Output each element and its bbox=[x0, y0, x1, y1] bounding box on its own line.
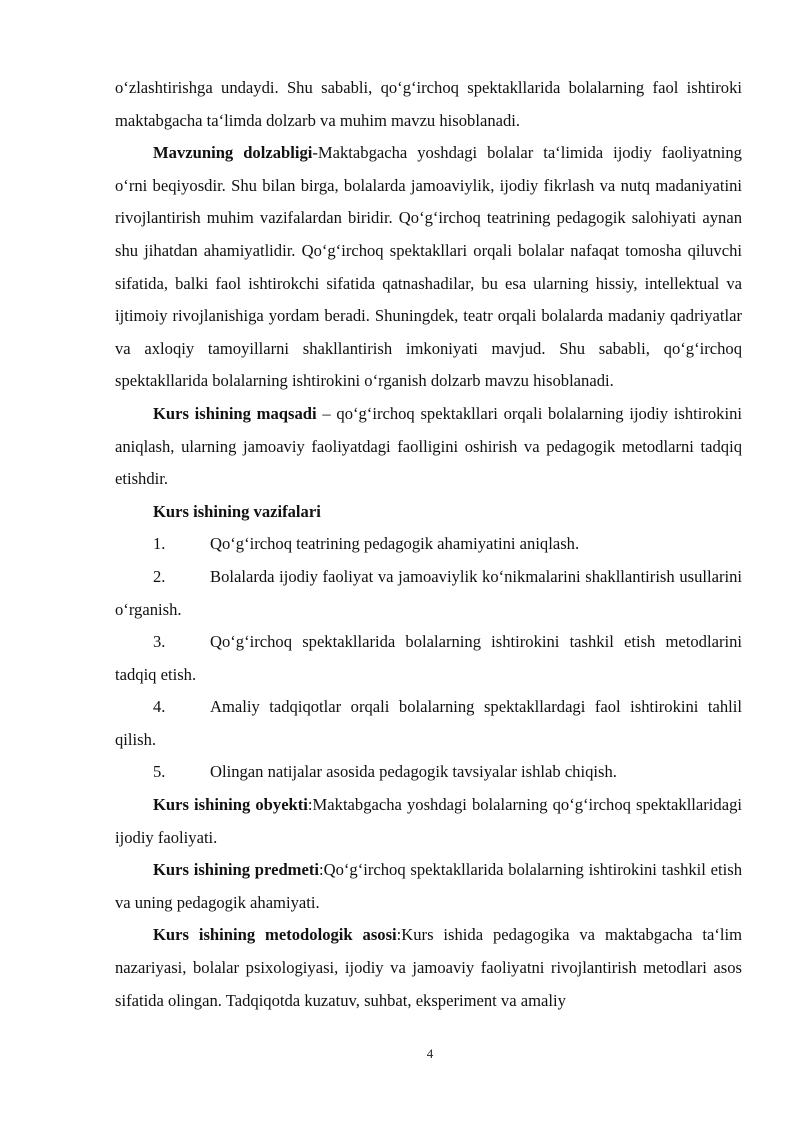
task-text: Olingan natijalar asosida pedagogik tavsiyalar ishlab chiqish. bbox=[210, 762, 617, 782]
task-number: 1. bbox=[153, 534, 166, 554]
task-number: 5. bbox=[153, 762, 166, 782]
task-number: 2. bbox=[153, 566, 166, 586]
object-text: :Maktabgacha yoshdagi bolalarning qo‘g‘irchoq spektakllaridagi ijodiy faoliyati. bbox=[115, 795, 742, 847]
task-text: Amaliy tadqiqotlar orqali bolalarning spektakllardagi faol ishtirokini tahlil qilish. bbox=[115, 697, 742, 749]
task-text: Qo‘g‘irchoq spektakllarida bolalarning ishtirokini tashkil etish metodlarini tadqiq etish. bbox=[115, 632, 742, 684]
subject-paragraph bbox=[115, 854, 742, 919]
methodology-paragraph bbox=[115, 919, 742, 1017]
task-item bbox=[115, 626, 742, 691]
methodology-text: :Kurs ishida pedagogika va maktabgacha ta‘lim nazariyasi, bolalar psixologiyasi, ijodiy va jamoaviy faoliyatni rivojlantirish metodlari asos sifatida olingan. Tadqiqotda kuzatuv, suhbat, eksperiment va amaliy bbox=[115, 925, 743, 1010]
task-text: Qo‘g‘irchoq teatrining pedagogik ahamiyatini aniqlash. bbox=[210, 534, 580, 554]
object-paragraph bbox=[115, 789, 742, 854]
task-item bbox=[115, 691, 742, 756]
relevance-paragraph bbox=[115, 137, 742, 398]
goal-paragraph bbox=[115, 398, 742, 496]
relevance-text: -Maktabgacha yoshdagi bolalar ta‘limida ijodiy faoliyatning o‘rni beqiyosdir. Shu bilan birga, bolalarda jamoaviylik, ijodiy fikrlash va nutq madaniyatini rivojlantirish muhim vazifalardan biridir. Qo‘g‘irchoq teatrining pedagogik salohiyati aynan shu jihatdan ahamiyatlidir. Qo‘g‘irchoq spektakllari orqali bolalar nafaqat tomosha qiluvchi sifatida, balki faol ishtirokchi sifatida qatnashadilar, bu esa ularning hissiy, intellektual va ijtimoiy rivojlanishiga yordam beradi. Shuningdek, teatr orqali bolalarda madaniy qadriyatlar va axloqiy tamoyillarni shakllantirish imkoniyati mavjud. Shu sababli, qo‘g‘irchoq spektakllarida bolalarning ishtirokini o‘rganish dolzarb mavzu hisoblanadi. bbox=[115, 143, 742, 391]
goal-label: Kurs ishining maqsadi bbox=[153, 403, 317, 423]
object-label: Kurs ishining obyekti bbox=[153, 795, 308, 815]
task-text: Bolalarda ijodiy faoliyat va jamoaviylik ko‘nikmalarini shakllantirish usullarini o‘rganish. bbox=[115, 566, 742, 619]
task-number: 4. bbox=[153, 697, 166, 717]
tasks-heading: Kurs ishining vazifalari bbox=[153, 501, 321, 521]
task-item bbox=[115, 528, 742, 561]
subject-text: :Qo‘g‘irchoq spektakllarida bolalarning ishtirokini tashkil etish va uning pedagogik ahamiyati. bbox=[115, 860, 743, 912]
subject-label: Kurs ishining predmeti bbox=[153, 860, 320, 880]
document-body bbox=[115, 72, 742, 1017]
page-number: 4 bbox=[426, 1046, 434, 1061]
task-item bbox=[115, 756, 742, 789]
intro-text: o‘zlashtirishga undaydi. Shu sababli, qo‘g‘irchoq spektakllarida bolalarning faol ishtiroki maktabgacha ta‘limda dolzarb va muhim mavzu hisoblanadi. bbox=[115, 78, 742, 130]
relevance-label: Mavzuning dolzabligi bbox=[153, 143, 313, 163]
task-item bbox=[115, 561, 742, 626]
task-number: 3. bbox=[153, 632, 166, 652]
methodology-label: Kurs ishining metodologik asosi bbox=[153, 925, 397, 945]
goal-text: – qo‘g‘irchoq spektakllari orqali bolalarning ijodiy ishtirokini aniqlash, ularning jamoaviy faoliyatdagi faolligini oshirish va pedagogik metodlarni tadqiq etishdir. bbox=[115, 403, 743, 489]
intro-paragraph bbox=[115, 72, 742, 137]
